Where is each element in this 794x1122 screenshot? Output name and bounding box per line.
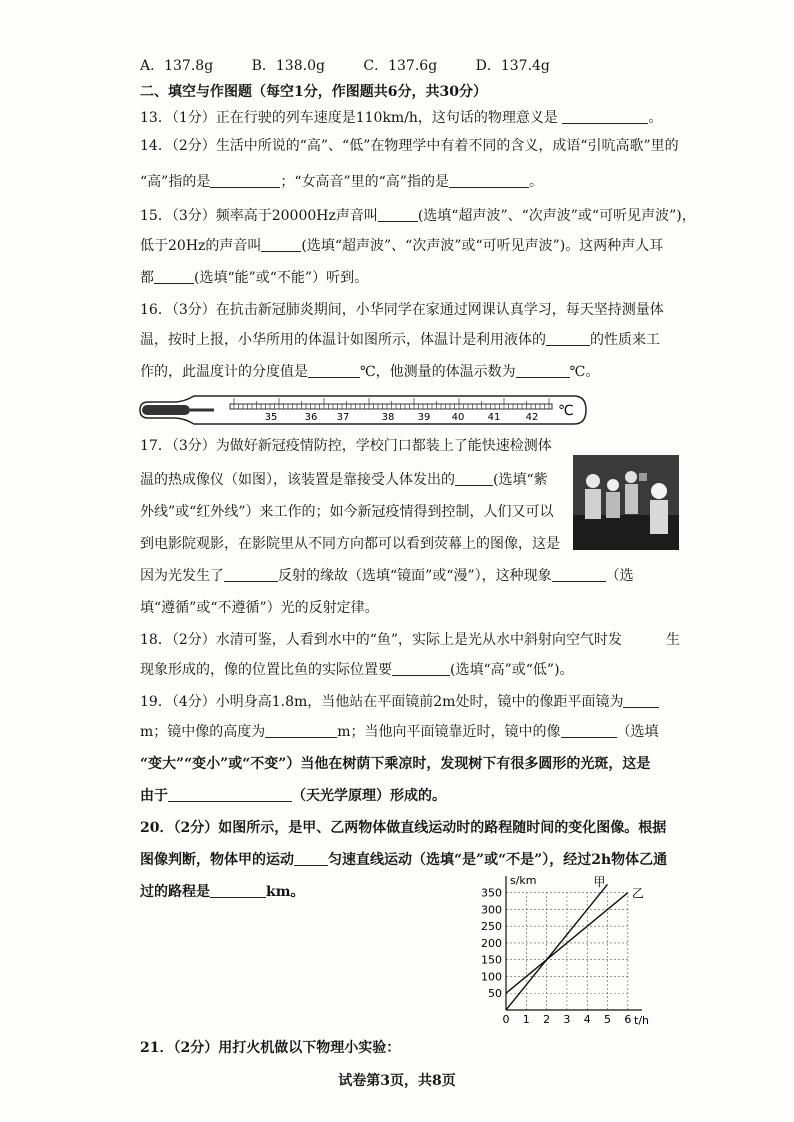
y-tick-label: 350 <box>481 886 502 900</box>
q15-text-c: 低于20Hz的声音叫 <box>140 238 262 254</box>
person-head-4 <box>651 483 667 499</box>
y-tick-label: 50 <box>488 987 502 1001</box>
option-a: A．137.8g <box>140 58 214 74</box>
q13-end: 。 <box>648 110 663 126</box>
thermometer-figure <box>134 390 590 430</box>
person-body-1 <box>585 489 601 519</box>
y-tick-labels <box>481 887 502 1001</box>
series-labels <box>593 875 643 901</box>
question-20-line1: 20．（2分）如图所示，是甲、乙两物体做直线运动时的路程随时间的变化图像。根据 <box>140 820 667 836</box>
option-c: C．137.6g <box>363 58 438 74</box>
question-16-line3 <box>140 362 599 382</box>
question-17-line1: 17．（3分）为做好新冠疫情防控，学校门口都装上了能快速检测体 <box>140 438 552 454</box>
series-line-yi <box>506 893 628 994</box>
q19-blank-1[interactable] <box>623 693 659 708</box>
q19-text-a: 19．（4分）小明身高1.8m，当他站在平面镜前2m处时，镜中的像距平面镜为 <box>140 694 624 710</box>
person-body-4 <box>650 500 668 534</box>
tick-label-38: 38 <box>381 412 395 423</box>
thermometer-bulb <box>142 405 190 415</box>
page-footer: 试卷第3页，共8页 <box>338 1073 456 1089</box>
q19-blank-2[interactable] <box>265 723 337 738</box>
q20-text-d: km。 <box>266 884 305 900</box>
q15-text-b: (选填“超声波”、“次声波”或“可听见声波”)， <box>417 208 696 224</box>
x-tick-label: 3 <box>563 1013 571 1026</box>
q16-blank-1[interactable] <box>546 331 590 346</box>
q16-text-e: ℃。 <box>569 364 600 380</box>
series-lines <box>506 884 628 1010</box>
tick-label-35: 35 <box>264 412 278 423</box>
q14-text-c: 。 <box>528 174 543 190</box>
x-tick-label: 4 <box>583 1013 591 1026</box>
q18-blank-1[interactable] <box>392 661 450 676</box>
x-tick-label: 6 <box>624 1013 632 1026</box>
x-tick-labels <box>503 1013 632 1026</box>
question-15-line3 <box>140 268 368 288</box>
question-14-line1: 14．（2分）生活中所说的“高”、“低”在物理学中有着不同的含义，成语“引吭高歌”里的 <box>140 138 679 154</box>
q15-text-a: 15．（3分）频率高于20000Hz声音叫 <box>140 208 378 224</box>
q20-blank-2[interactable] <box>210 883 266 898</box>
question-16-line2 <box>140 330 660 350</box>
thermal-camera-photo <box>573 455 679 550</box>
q19-text-c: m；当他向平面镜靠近时，镜中的像 <box>337 724 561 740</box>
x-axis-label: t/h <box>634 1014 649 1027</box>
question-16-line1: 16．（3分）在抗击新冠肺炎期间，小华同学在家通过网课认真学习，每天坚持测量体 <box>140 302 664 318</box>
tick-label-37: 37 <box>336 412 350 423</box>
question-19-line3: “变大”“变小”或“不变”）当他在树荫下乘凉时，发现树下有很多圆形的光斑，这是 <box>140 756 651 772</box>
question-20-line3 <box>140 882 305 902</box>
q14-text-b: ；“女高音”里的“高”指的是 <box>280 174 449 190</box>
q17-text-b: (选填“紫 <box>493 472 548 488</box>
thermometer-unit: ℃ <box>558 403 574 419</box>
q16-text-a: 温，按时上报，小华所用的体温计如图所示，体温计是利用液体的 <box>140 332 546 348</box>
q16-text-b: 的性质来工 <box>590 332 660 348</box>
x-tick-label: 0 <box>502 1013 510 1026</box>
question-20-line2 <box>140 850 667 870</box>
option-d: D．137.4g <box>475 58 550 74</box>
tick-label-42: 42 <box>525 412 539 423</box>
q20-blank-1[interactable] <box>294 851 328 866</box>
q14-text-a: “高”指的是 <box>140 174 211 190</box>
series-label-yi: 乙 <box>631 886 644 901</box>
q19-blank-3[interactable] <box>561 723 617 738</box>
tick-label-39: 39 <box>417 412 431 423</box>
q18-text-c: 现象形成的，像的位置比鱼的实际位置要 <box>140 662 392 678</box>
question-14-line2 <box>140 172 543 192</box>
section-heading: 二、填空与作图题（每空1分，作图题共6分，共30分） <box>140 84 487 100</box>
q14-blank-1[interactable] <box>210 173 280 188</box>
q19-text-b: m；镜中像的高度为 <box>140 724 266 740</box>
question-17-line6: 填“遵循”或“不遵循”）光的反射定律。 <box>140 600 379 616</box>
series-label-jia: 甲 <box>593 875 606 889</box>
q19-text-e: 由于 <box>140 788 168 804</box>
q17-text-c: 因为光发生了 <box>140 568 224 584</box>
q19-text-d: （选填 <box>616 724 659 740</box>
chart-grid <box>506 893 628 1010</box>
person-body-3 <box>625 484 638 514</box>
q17-text-d: 反射的缘故（选填“镜面”或“漫”），这种现象 <box>278 568 552 584</box>
tick-label-41: 41 <box>487 412 501 423</box>
person-body-2 <box>606 492 620 518</box>
answer-options <box>140 56 584 76</box>
q14-blank-2[interactable] <box>449 173 529 188</box>
person-head-3 <box>625 471 637 483</box>
question-19-line1 <box>140 692 659 712</box>
q18-text-b: 生 <box>666 632 681 648</box>
photo-figures <box>573 455 679 550</box>
y-tick-label: 200 <box>481 936 502 950</box>
q17-text-e: （选 <box>605 568 634 584</box>
q15-text-d: (选填“超声波”、“次声波”或“可听见声波”)。这两种声人耳 <box>301 238 664 254</box>
question-18-line2 <box>140 660 574 680</box>
question-15-line1 <box>140 206 696 226</box>
person-head-1 <box>586 474 600 488</box>
y-tick-label: 150 <box>481 953 502 967</box>
question-17-line4: 到电影院观影，在影院里从不同方向都可以看到荧幕上的图像，这是 <box>140 536 560 552</box>
q17-text-a: 温的热成像仪（如图），该装置是靠接受人体发出的 <box>140 472 455 488</box>
question-15-line2 <box>140 236 663 256</box>
y-tick-label: 300 <box>481 903 502 917</box>
q16-blank-3[interactable] <box>516 363 570 378</box>
question-19-line4 <box>140 786 446 806</box>
question-17-line3: 外线”或“红外线”）来工作的；如今新冠疫情得到控制，人们又可以 <box>140 504 554 520</box>
q19-blank-4[interactable] <box>168 787 292 802</box>
q15-text-e: 都 <box>140 270 154 286</box>
question-19-line2 <box>140 722 659 742</box>
q20-text-a: 图像判断，物体甲的运动 <box>140 852 294 868</box>
x-tick-label: 2 <box>543 1013 551 1026</box>
q18-text-a: 18．（2分）水清可鉴，人看到水中的“鱼”，实际上是光从水中斜射向空气时发 <box>140 632 623 648</box>
question-13 <box>140 108 662 128</box>
q19-text-f: （天光学原理）形成的。 <box>292 788 446 804</box>
person-head-2 <box>607 479 619 491</box>
tick-label-40: 40 <box>451 412 465 423</box>
q13-text: 13．（1分）正在行驶的列车速度是110km/h，这句话的物理意义是 <box>140 110 558 126</box>
question-21-line1: 21．（2分）用打火机做以下物理小实验： <box>140 1040 401 1056</box>
q20-text-b: 匀速直线运动（选填“是”或“不是”），经过2h物体乙通 <box>328 852 668 868</box>
q17-blank-3[interactable] <box>552 567 606 582</box>
q17-blank-2[interactable] <box>224 567 278 582</box>
question-17-line5 <box>140 566 634 586</box>
x-tick-label: 1 <box>522 1013 530 1026</box>
x-tick-label: 5 <box>604 1013 612 1026</box>
q15-blank-1[interactable] <box>378 207 418 222</box>
q16-text-d: ℃，他测量的体温示数为 <box>360 364 516 380</box>
q16-blank-2[interactable] <box>308 363 360 378</box>
tick-label-36: 36 <box>304 412 318 423</box>
q20-text-c: 过的路程是 <box>140 884 210 900</box>
series-line-jia <box>506 884 608 1010</box>
q16-text-c: 作的，此温度计的分度值是 <box>140 364 308 380</box>
q18-text-d: (选填“高”或“低”)。 <box>450 662 574 678</box>
q15-text-f: (选填“能”或“不能”）听到。 <box>194 270 369 286</box>
distance-time-chart <box>470 870 650 1030</box>
q15-blank-3[interactable] <box>154 269 194 284</box>
q13-blank[interactable] <box>562 109 648 124</box>
option-b: B．138.0g <box>251 58 325 74</box>
q15-blank-2[interactable] <box>261 237 301 252</box>
y-axis-label: s/km <box>510 874 537 887</box>
q17-blank-1[interactable] <box>455 471 493 486</box>
y-tick-label: 250 <box>481 920 502 934</box>
question-18-line1 <box>140 630 680 650</box>
y-tick-label: 100 <box>481 970 502 984</box>
photo-detail <box>639 473 647 481</box>
question-17-line2 <box>140 470 548 490</box>
